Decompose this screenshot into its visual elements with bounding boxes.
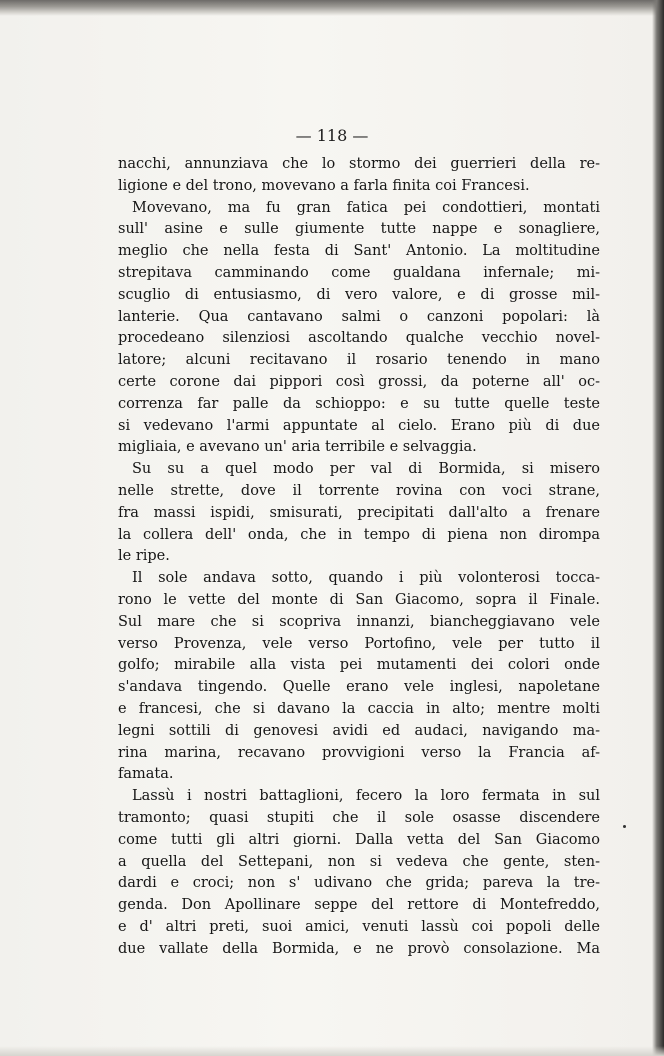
text-line: due vallate della Bormida, e ne provò consolazione. Ma: [118, 940, 600, 957]
text-line: dardi e croci; non s' udivano che grida; pareva la tre-: [118, 875, 600, 892]
text-line: a quella del Settepani, non si vedeva che gente, sten-: [118, 853, 600, 870]
page-number: — 118 —: [295, 126, 369, 145]
text-line: sull' asine e sulle giumente tutte nappe e sonagliere,: [118, 221, 600, 238]
text-line: le ripe.: [118, 548, 170, 565]
text-line: legni sottili di genovesi avidi ed audaci, navigando ma-: [118, 722, 600, 739]
text-line: la collera dell' onda, che in tempo di piena non dirompa: [118, 526, 600, 543]
text-line: fra massi ispidi, smisurati, precipitati dall'alto a frenare: [118, 504, 600, 521]
body-text: [118, 154, 600, 960]
text-line: procedeano silenziosi ascoltando qualche vecchio novel-: [118, 330, 600, 347]
margin-mark: [623, 825, 626, 828]
text-line: strepitava camminando come gualdana infernale; mi-: [118, 264, 600, 281]
text-line: genda. Don Apollinare seppe del rettore di Montefreddo,: [118, 897, 600, 914]
scan-right-edge: [652, 0, 664, 1056]
text-line: latore; alcuni recitavano il rosario tenendo in mano: [118, 352, 600, 369]
text-line: come tutti gli altri giorni. Dalla vetta del San Giacomo: [118, 831, 600, 848]
text-line: rono le vette del monte di San Giacomo, sopra il Finale.: [118, 591, 600, 608]
text-line: Movevano, ma fu gran fatica pei condottieri, montati: [132, 199, 600, 216]
text-line: famata.: [118, 766, 174, 783]
text-line: ligione e del trono, movevano a farla finita coi Francesi.: [118, 177, 530, 194]
scan-top-edge: [0, 0, 664, 16]
text-line: meglio che nella festa di Sant' Antonio. La moltitudine: [118, 243, 600, 260]
text-line: correnza far palle da schioppo: e su tutte quelle teste: [118, 395, 600, 412]
text-line: e d' altri preti, suoi amici, venuti lassù coi popoli delle: [118, 918, 600, 935]
text-line: Il sole andava sotto, quando i più volonterosi tocca-: [132, 570, 600, 587]
text-line: e francesi, che si davano la caccia in alto; mentre molti: [118, 700, 600, 717]
text-line: rina marina, recavano provvigioni verso la Francia af-: [118, 744, 600, 761]
text-line: certe corone dai pippori così grossi, da poterne all' oc-: [118, 373, 600, 390]
text-line: verso Provenza, vele verso Portofino, vele per tutto il: [118, 635, 600, 652]
text-line: golfo; mirabile alla vista pei mutamenti dei colori onde: [118, 657, 600, 674]
text-line: lanterie. Qua cantavano salmi o canzoni popolari: là: [118, 308, 600, 325]
text-line: s'andava tingendo. Quelle erano vele inglesi, napoletane: [118, 679, 600, 696]
text-line: nacchi, annunziava che lo stormo dei guerrieri della re-: [118, 156, 600, 172]
text-line: Sul mare che si scopriva innanzi, biancheggiavano vele: [118, 613, 600, 630]
text-line: migliaia, e avevano un' aria terribile e selvaggia.: [118, 439, 477, 456]
text-line: Lassù i nostri battaglioni, fecero la loro fermata in sul: [132, 788, 600, 805]
text-line: nelle strette, dove il torrente rovina con voci strane,: [118, 482, 600, 499]
text-line: scuglio di entusiasmo, di vero valore, e di grosse mil-: [118, 286, 600, 303]
scan-bottom-edge: [0, 1046, 664, 1056]
text-line: Su su a quel modo per val di Bormida, si misero: [132, 461, 600, 478]
text-line: si vedevano l'armi appuntate al cielo. Erano più di due: [118, 417, 600, 434]
text-line: tramonto; quasi stupiti che il sole osasse discendere: [118, 809, 600, 826]
